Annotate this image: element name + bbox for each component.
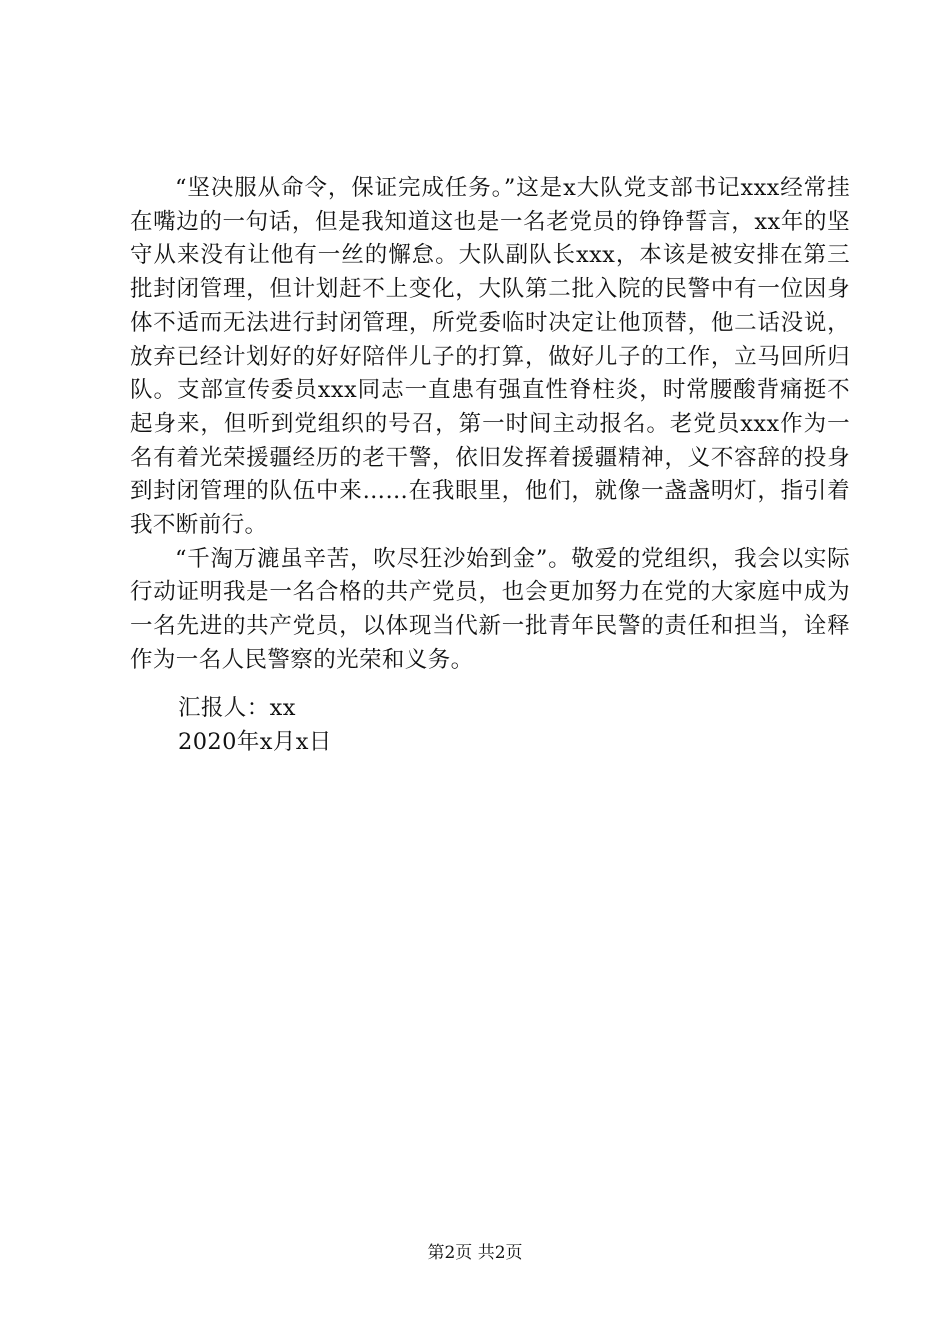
body-paragraph-2: “千淘万漉虽辛苦，吹尽狂沙始到金”。敬爱的党组织，我会以实际行动证明我是一名合格的共产党员，也会更加努力在党的大家庭中成为一名先进的共产党员，以体现当代新一批青年民警的责任和担当，诠释作为一名人民警察的光荣和义务。 [130,545,850,673]
signature-block [178,692,332,759]
reporter-line: 汇报人：xx [178,695,296,721]
date-line: 2020年x月x日 [178,728,332,755]
body-paragraph-1: “坚决服从命令，保证完成任务。”这是x大队党支部书记xxx经常挂在嘴边的一句话，但是我知道这也是一名老党员的铮铮誓言，xx年的坚守从来没有让他有一丝的懈怠。大队副队长xxx，本该是被安排在第三批封闭管理，但计划赶不上变化，大队第二批入院的民警中有一位因身体不适而无法进行封闭管理，所党委临时决定让他顶替，他二话没说，放弃已经计划好的好好陪伴儿子的打算，做好儿子的工作，立马回所归队。支部宣传委员xxx同志一直患有强直性脊柱炎，时常腰酸背痛挺不起身来，但听到党组织的号召，第一时间主动报名。老党员xxx作为一名有着光荣援疆经历的老干警，依旧发挥着援疆精神，义不容辞的投身到封闭管理的队伍中来……在我眼里，他们，就像一盏盏明灯，指引着我不断前行。 [130,175,850,539]
page-footer: 第2页 共2页 [427,1243,523,1263]
document-body [130,172,850,678]
